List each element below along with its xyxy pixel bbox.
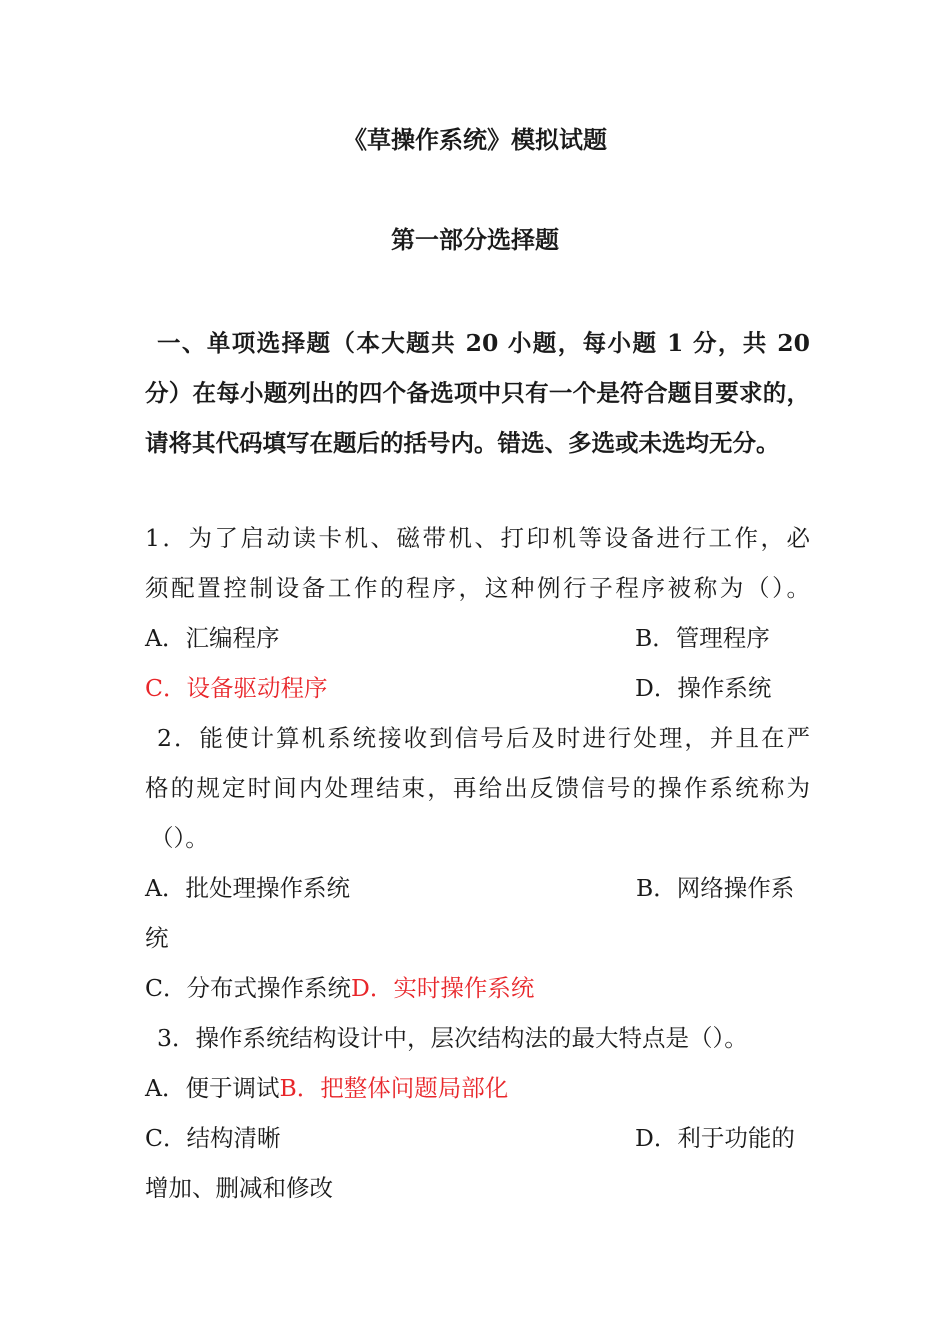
question-3-line-1: 3．操作系统结构设计中，层次结构法的最大特点是（）。 [157, 1024, 748, 1052]
question-2-option-a: A．批处理操作系统 [145, 874, 350, 902]
question-3-option-a: A．便于调试 [145, 1074, 280, 1102]
question-1-option-c-answer: C．设备驱动程序 [145, 674, 328, 702]
question-2-option-b: B．网络操作系 [636, 874, 795, 902]
question-1-line-1: 1．为了启动读卡机、磁带机、打印机等设备进行工作，必 [145, 524, 810, 552]
question-3-option-d: D．利于功能的 [635, 1124, 795, 1152]
question-2-option-c-row [145, 973, 534, 1003]
question-3-option-c: C．结构清晰 [145, 1124, 281, 1152]
question-2-option-d-answer: D．实时操作系统 [350, 974, 535, 1002]
question-1-option-b: B．管理程序 [635, 624, 770, 652]
question-3-option-b-answer: B．把整体问题局部化 [279, 1074, 509, 1102]
question-1-option-a: A．汇编程序 [145, 624, 280, 652]
instructions-text: 一、单项选择题（本大题共 20 小题，每小题 1 分，共 20 分）在每小题列出的四个备选项中只有一个是符合题目要求的，请将其代码填写在题后的括号内。错选、多选或未选均无分。 [145, 329, 810, 457]
question-2-option-c: C．分布式操作系统 [145, 974, 351, 1002]
document-title: 《草操作系统》模拟试题 [343, 125, 607, 154]
question-1-option-d: D．操作系统 [635, 674, 772, 702]
question-2-line-2: 格的规定时间内处理结束，再给出反馈信号的操作系统称为 [145, 774, 810, 802]
question-3-option-d-wrap: 增加、删减和修改 [145, 1174, 333, 1202]
question-2-option-b-wrap: 统 [145, 924, 169, 952]
part-title: 第一部分选择题 [391, 225, 559, 254]
section-instructions [145, 318, 810, 468]
question-1-line-2: 须配置控制设备工作的程序，这种例行子程序被称为（）。 [145, 574, 810, 602]
question-2-line-3: （）。 [150, 824, 209, 852]
question-2-line-1: 2．能使计算机系统接收到信号后及时进行处理，并且在严 [157, 724, 810, 752]
question-3-option-a-row [145, 1073, 508, 1103]
